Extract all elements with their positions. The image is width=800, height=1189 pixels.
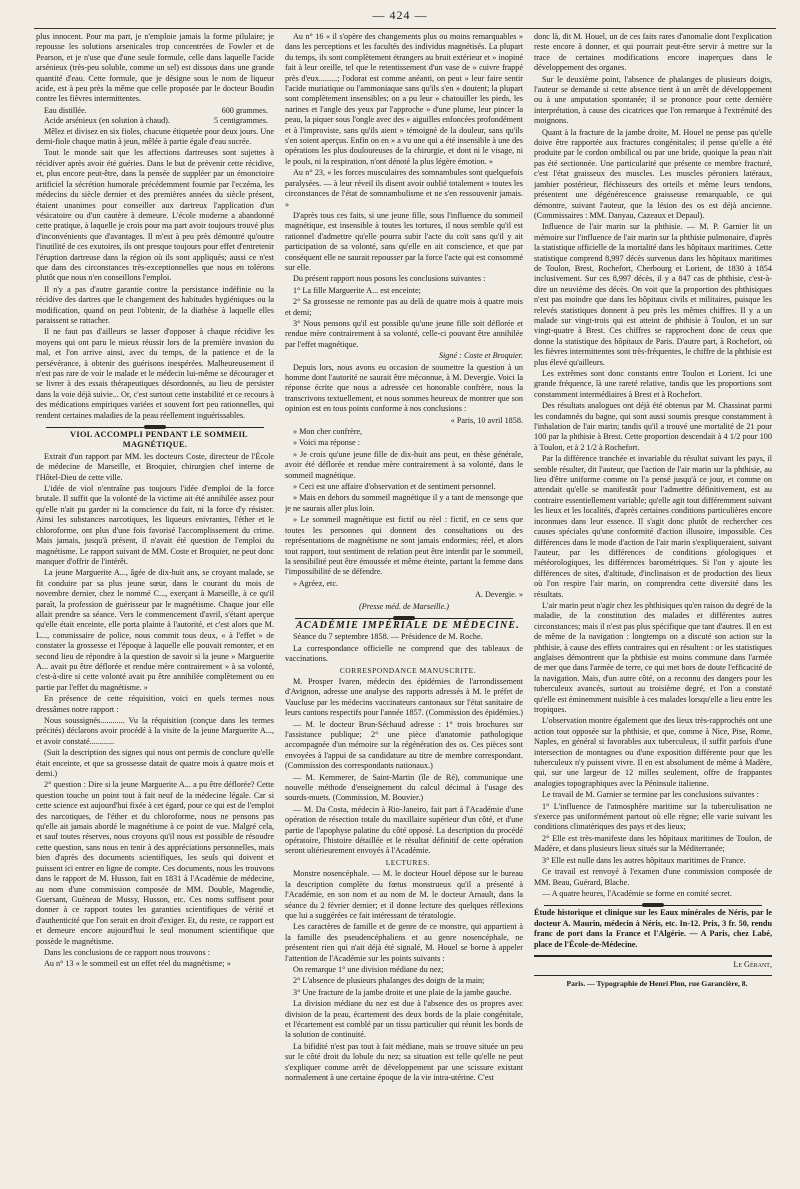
paragraph: Sur le deuxième point, l'absence de phalanges de plusieurs doigts, l'auteur se demande si cette absence tient à un arrêt de développement ou à une amputation spontanée; il se prononce pour cette dernière interprétation, à cause des cicatrices que l'on remarque à l'extrémité des moignons.	[534, 74, 772, 126]
paragraph: » Je crois qu'une jeune fille de dix-huit ans peut, en thèse générale, avoir été déflorée et rendue mère contrairement à sa volonté, dans le sommeil magnétique.	[285, 449, 523, 480]
paragraph: L'air marin peut n'agir chez les phthisiques qu'en raison du degré de la maladie, de la constitution des malades et différentes autres circonstances; mais il n'est pas plus spécifique que tant d'autres. Il en est de même de la navigation : longtemps on a discuté son action sur la phthisie, à cause des effets contraires qui en résultent : or les statistiques anglaises démontrent que la phthisie est moins commune dans l'armée de mer que dans l'armée de terre, ce qui met hors de doute l'efficacité de la navigation. Mais, d'un autre côté, on a reconnu des dangers pour les tuberculeux avancés, surtout au troisième degré, et l'on a constaté qu'elle est éminemment nuisible à ces malades lorsqu'elle a lieu entre les tropiques.	[534, 600, 772, 714]
column-1	[36, 32, 274, 1177]
paragraph: Depuis lors, nous avons eu occasion de soumettre la question à un homme dont l'autorité ne saurait être méconnue, à M. Devergie. Voici la réponse écrite que nous a adressée cet honorable confrère, nous la transcrivons textuellement, et nous sommes heureux de montrer que son opinion est en tous points conforme à nos conclusions :	[285, 362, 523, 414]
paragraph: — A quatre heures, l'Académie se forme en comité secret.	[542, 888, 732, 898]
gerant-label: Le Gérant,	[733, 959, 772, 969]
paragraph: Il ne faut pas d'ailleurs se lasser d'opposer à chaque récidive les moyens qui ont paru le mieux réussir lors de la première invasion du mal, et l'on arrive ainsi, avec du temps, de la patience et de la persévérance, à obtenir des guérisons inespérées. Malheureusement il n'est pas rare de voir le malade et le médecin lui-même se décourager et se livrer à des essais thérapeutiques désordonnés, au lieu de persister dans la voie déjà suivie... Or, c'est surtout cette instabilité et ce recours à des médications empiriques variées et souvent fort peu rationnelles, qui rendent certaines maladies de la peau réellement inguérissables.	[36, 327, 274, 420]
paragraph: Au n° 16 « il s'opère des changements plus ou moins remarquables » dans les perceptions et les facultés des individus magnétisés. La plupart du temps, ils sont complètement étrangers au bruit extérieur et » inopiné fait à leur oreille, tel que le retentissement d'un vase de » cuivre frappé près d'eux.........; l'odorat est comme anéanti, on peut » leur faire sentir l'acide muriatique ou l'ammoniaque sans qu'ils s'en » doutent; la plupart sont complètement insensibles; on a pu leur » chatouiller les pieds, les narines et l'angle des yeux par l'approche » d'une plume, leur pincer la peau, la piquer sous l'ongle avec des » aiguilles enfoncées profondément et à l'improviste, sans qu'ils aient » témoigné de la douleur, sans qu'ils s'en soient aperçus. Enfin on en » a vu une qui a été insensible à une des opérations les plus douloureuses de la chirurgie, et dont ni le visage, ni le pouls, ni la respiration, n'ont dénoté la plus légère émotion. »	[285, 32, 523, 166]
top-rule	[34, 28, 776, 29]
paragraph: Mêlez et divisez en six fioles, chacune étiquetée pour deux jours. Une demi-fiole chaque matin à jeun, mêlée à partie égale d'eau sucrée.	[36, 126, 274, 147]
formula-value: 600 grammes.	[221, 105, 268, 115]
letter-salutation: » Mon cher confrère,	[293, 427, 363, 437]
paragraph: La correspondance officielle ne comprend que des tableaux de vaccinations.	[285, 643, 523, 664]
footer-rule	[534, 955, 772, 957]
paragraph: Séance du 7 septembre 1858. — Présidence de M. Roche.	[293, 632, 483, 642]
subsection-title: LECTURES.	[385, 857, 431, 867]
bibliography-notice: Étude historique et clinique sur les Eaux minérales de Néris, par le docteur A. Maurin, médecin à Néris, etc. In-12. Prix, 3 fr. 50, rendu franc de port dans la France et l'Algérie. — A Paris, chez Labé, place de l'École-de-Médecine.	[534, 908, 772, 949]
paragraph: » Le sommeil magnétique est fictif ou réel : fictif, en ce sens que toutes les personnes qui donnent des consultations ou des représentations de magnétisme ne sont jamais endormies; réel, et alors tout rapport, tout sentiment de relation peut être interdit par le sommeil, la sensibilité peut être émoussée et même éteinte, partant la femme dans l'impossibilité de se défendre.	[285, 515, 523, 577]
printer-imprint: Paris. — Typographie de Henri Plon, rue Garancière, 8.	[566, 979, 748, 989]
formula-line	[36, 106, 274, 116]
paragraph: Dans les conclusions de ce rapport nous trouvons :	[44, 947, 210, 957]
paragraph: 1° La fille Marguerite A... est enceinte;	[293, 285, 421, 295]
paragraph: La division médiane du nez est due à l'absence des os propres avec division de la peau, écartement des deux bords de la plaie congénitale, et l'écartement est comblé par un tissu particulier qui réunit les bords de la solution de continuité.	[285, 999, 523, 1040]
signature: Signé : Coste et Broquier.	[438, 351, 523, 361]
paragraph: 1° L'influence de l'atmosphère maritime sur la tuberculisation ne s'exerce pas uniformément partout où elle règne; elle varie suivant les conditions climatériques des pays et des lieux;	[534, 801, 772, 832]
section-title: ACADÉMIE IMPÉRIALE DE MÉDECINE.	[296, 619, 520, 631]
section-divider	[46, 427, 264, 428]
letter-date: « Paris, 10 avril 1858.	[450, 415, 523, 425]
section-divider	[544, 905, 762, 906]
signature: A. Devergie. »	[474, 590, 523, 600]
formula-value: 5 centigrammes.	[213, 116, 268, 126]
paragraph: Influence de l'air marin sur la phthisie. — M. P. Garnier lit un mémoire sur l'influence de l'air marin sur la phthisie pulmonaire, d'après la statistique officielle de la mortalité dans les hôpitaux maritimes. Cette statistique comprend 8,997 décès survenus dans les hôpitaux maritimes de Toulon, Brest, Rochefort, Cherbourg et Lorient, de 1830 à 1854 inclusivement. Sur ces 8,997 décès, il y a 847 cas de phthisie, c'est-à-dire un neuvième des décès. On voit que la proportion des phthisiques n'est pas moindre que dans les hôpitaux civils et militaires, puisque les relevés statistiques donnent à peu près les mêmes chiffres. Il y a un malade sur vingt-trois qui est atteint de phthisie à Toulon, et un sur vingt-quatre à Brest. Ces chiffres se rapprochent donc de ceux que donne la statistique des hôpitaux de Paris. D'autre part, à Rochefort, où les fièvres intermittentes sont très-fréquentes, le chiffre de la phthisie est plus élevé qu'ailleurs.	[534, 222, 772, 367]
paragraph: M. Prosper Ivaren, médecin des épidémies de l'arrondissement d'Avignon, adresse une analyse des rapports adressés à M. le préfet de Vaucluse par les médecins vaccinateurs cantonaux sur l'état sanitaire de leurs cantons respectifs pour l'année 1857. (Commission des épidémies.)	[285, 676, 523, 718]
footer-rule	[534, 975, 772, 976]
paragraph: 3° Elle est nulle dans les autres hôpitaux maritimes de France.	[542, 855, 746, 865]
paragraph: Par la différence tranchée et invariable du résultat suivant les pays, il semble résulter, dit l'auteur, que l'action de l'air marin sur la phthisie, au lieu d'être uniforme comme on l'a pensé jusqu'à ce jour, et comme on attendait qu'elle se manifestât pour l'admettre définitivement, est au contraire essentiellement variable; qu'elle agit tout différemment suivant les lieux et les localités, d'après certaines conditions particulières encore inconnues dans leur essence. Il s'agit donc plutôt de rechercher ces causes spéciales qu'une conformité d'action illusoire, impossible. Ces différences dans le mode d'action de l'air marin s'expliqueraient, suivant l'auteur, par les différences de conditions géologiques et météorologiques, les différences barométriques. Si l'on y ajoute les différences de sites, d'altitude, d'inclinaison et de production des lieux où l'on respire l'air marin, on comprendra cette diversité dans les résultats.	[534, 454, 772, 599]
letter-closing: » Agréez, etc.	[293, 578, 339, 588]
paragraph: Il n'y a pas d'autre garantie contre la persistance indéfinie ou la récidive des dartres que le changement des habitudes hygiéniques ou la modification, quand on peut l'obtenir, de la diathèse à laquelle elles paraissent se rattacher.	[36, 284, 274, 325]
page-number: — 424 —	[372, 8, 428, 22]
source-citation: (Presse méd. de Marseille.)	[359, 601, 449, 611]
paragraph: » Ceci est une affaire d'observation et de sentiment personnel.	[293, 482, 496, 492]
formula-line	[36, 116, 274, 126]
paragraph: — M. le docteur Brun-Séchaud adresse : 1° trois brochures sur l'assistance publique; 2° une pièce d'anatomie pathologique accompagnée d'un mémoire sur la régénération des os. Ces pièces sont envoyées à l'appui de sa candidature au titre de membre correspondant. (Commission des correspondants nationaux.)	[285, 719, 523, 771]
paragraph: Extrait d'un rapport par MM. les docteurs Coste, directeur de l'École de médecine de Marseille, et Broquier, chirurgien chef interne de l'Hôtel-Dieu de cette ville.	[36, 451, 274, 482]
paragraph: Monstre nosencéphale. — M. le docteur Houel dépose sur le bureau la description complète du fœtus monstrueux qu'il a présenté à l'Académie, en son nom et au nom de M. le docteur Arnault, dans la séance du 2 février dernier; et il donne lecture des quelques réflexions que lui a suggérées ce fait intéressant de tératologie.	[285, 869, 523, 920]
column-2	[285, 32, 523, 1177]
paragraph: Du présent rapport nous posons les conclusions suivantes :	[293, 274, 486, 284]
paragraph: La bifidité n'est pas tout à fait médiane, mais se trouve située un peu sur le côté droit du lobule du nez; sa situation est telle qu'elle ne peut s'expliquer comme arrêt de développement par une scissure existant normalement à une certaine époque de la vie intra-utérine. C'est	[285, 1041, 523, 1082]
paragraph: plus innocent. Pour ma part, je n'emploie jamais la forme pilulaire; je repousse les solutions arsenicales trop concentrées de Fowler et de Pearson, et je n'use que d'une seule formule, celle dans laquelle l'acide arsénieux (très-peu soluble, comme un sel) est dissous dans une grande quantité d'eau. Cette formule, que je désigne sous le nom de liqueur acide, est à peu près la même que celle proposée par le docteur Boudin contre les fièvres intermittentes.	[36, 32, 274, 104]
paragraph: Tout le monde sait que les affections dartreuses sont sujettes à récidiver après avoir été guéries. Dans le but de prévenir cette récidive, et, plus encore peut-être, dans la pensée de suppléer par un émonctoire artificiel la sécrétion humorale précédemment fournie par l'eczéma, les médecins du siècle dernier et des premières années du siècle présent, étaient unanimes pour conseiller aux dartreux l'application d'un vésicatoire ou d'un cautère à demeure. L'école moderne a abandonné cette pratique, à laquelle je crois pour ma part avoir toujours trouvé plus d'inconvénients que d'avantages. Il m'est à peu près démontré qu'outre l'inutilité de ces exutoires, ils ont presque toujours pour effet d'entretenir l'éruption dartreuse dans la région où ils sont appliqués; aussi ce n'est que dans des circonstances très-exceptionnelles que nous en tolérons plutôt que nous n'en conseillons l'emploi.	[36, 148, 274, 283]
section-title: VIOL ACCOMPLI PENDANT LE SOMMEIL MAGNÉTIQUE.	[70, 430, 248, 450]
paragraph: — M. Kemmerer, de Saint-Martin (île de Ré), communique une nouvelle méthode d'enseignement du calcul décimal à l'usage des sourds-muets. (Commission, M. Bouvier.)	[285, 772, 523, 803]
column-3	[534, 32, 772, 1177]
paragraph: 2° L'absence de plusieurs phalanges des doigts de la main;	[293, 976, 485, 986]
paragraph: Nous soussignés............ Vu la réquisition (conçue dans les termes précités) déclarons avoir procédé à la visite de la jeune Marguerite A..., et avoir constaté............	[36, 716, 274, 746]
paragraph: 2° Sa grossesse ne remonte pas au delà de quatre mois à quatre mois et demi;	[285, 297, 523, 317]
paragraph: Les extrêmes sont donc constants entre Toulon et Lorient. Ici une grande fréquence, là une rareté relative, tandis que les proportions sont constamment intermédiaires à Brest et à Rochefort.	[534, 369, 772, 399]
paragraph: Le travail de M. Garnier se termine par les conclusions suivantes :	[542, 790, 759, 800]
paragraph: (Suit la description des signes qui nous ont permis de conclure qu'elle était enceinte, et que sa grossesse datait de quatre mois à quatre mois et demi.)	[36, 748, 274, 779]
section-divider	[295, 618, 513, 619]
paragraph: 2° question : Dire si la jeune Marguerite A... a pu être déflorée? Cette question touche un point tout à fait neuf de la médecine légale. Car si cette science est aujourd'hui fixée à cet égard, pour ce qui est de l'emploi des narcotiques, de l'éther et du chloroforme, nous ne pensons pas qu'elle ait jamais abordé le magnétisme à ce point de vue. Malgré cela, et sauf toutes réserves, nous croyons qu'il nous est possible de résoudre cette question, sans nous en tenir à des appréciations personnelles, mais bien d'après des documents scientifiques, les seuls qui doivent et puissent ici entrer en ligne de compte. Ces documents, nous les trouvons dans le rapport de M. Husson, fait en 1831 à l'Académie de médecine, au nom d'une commission composée de MM. Double, Magendie, Guersant, Guéneau de Mussy, Husson, etc. Ces noms suffisent pour donner à ce rapport toutes les garanties scientifiques de vérité et d'authenticité que l'on serait en droit d'exiger. Et, du reste, ce rapport est et demeure encore aujourd'hui le seul monument scientifique que possède le magnétisme.	[36, 780, 274, 946]
paragraph: D'après tous ces faits, si une jeune fille, sous l'influence du sommeil magnétique, est insensible à toutes les tortures, il nous semble qu'il est rationnel d'admettre qu'elle pourra subir l'acte du coït sans qu'il y ait participation de sa volonté, sans qu'elle en ait conscience, et que par conséquent elle ne saurait repousser par la force l'acte qui est consommé sur elle.	[285, 210, 523, 272]
paragraph: L'idée de viol n'entraîne pas toujours l'idée d'emploi de la force brutale. Il suffit que la volonté de la victime ait été annihilée assez pour qu'elle n'ait pu garder ni la conscience du fait, ni la force d'y résister. Ainsi les substances narcotiques, les liqueurs enivrantes, l'éther et le chloroforme, ont plus d'une fois favorisé l'accomplissement du crime. Mais jamais, jusqu'à présent, il n'avait été question de l'emploi du magnétisme. Le rapport suivant de MM. Coste et Broquier, ne peut donc manquer d'offrir de l'intérêt.	[36, 484, 274, 566]
paragraph: Au n° 23, « les forces musculaires des somnambules sont quelquefois paralysées. — à leur réveil ils disent avoir oublié totalement » toutes les circonstances de l'état de somnambulisme et ne s'en ressouvenir jamais. »	[285, 168, 523, 209]
paragraph: » Mais en dehors du sommeil magnétique il y a tant de mensonge que je ne saurais aller plus loin.	[285, 493, 523, 513]
paragraph: 3° Une fracture de la jambe droite et une plaie de la jambe gauche.	[293, 987, 512, 997]
paragraph: Des résultats analogues ont déjà été obtenus par M. Chassinat parmi les condamnés du bagne, qui sont aussi soumis presque constamment à l'inhalation de l'air marin; tandis qu'il a trouvé une mortalité de 21 pour 100 par la phthisie à Brest. Cette proportion descendait à 4 1/2 pour 100 à Toulon, et à 2 1/2 à Rochefort.	[534, 401, 772, 452]
paragraph: On remarque 1° une division médiane du nez;	[293, 964, 444, 974]
formula-label: Acide arsénieux (en solution à chaud).	[44, 116, 170, 126]
paragraph: Quant à la fracture de la jambe droite, M. Houel ne pense pas qu'elle doive être rapportée aux fractures congénitales; il pense qu'elle a été produite par le cordon ombilical ou par une bride, quoique la peau n'ait pas été sectionnée. Une particularité que présente ce membre fracturé, c'est l'état graisseux des muscles. Les muscles péroniers latéraux, jambier postérieur, fléchisseurs des orteils et même leurs tendons, présentent une dégénérescence graisseuse remarquable, ce qui démontre, suivant l'auteur, que la lésion des os est déjà ancienne. (Commissaires : MM. Danyau, Cazeaux et Depaul).	[534, 127, 772, 220]
subsection-title: CORRESPONDANCE MANUSCRITE.	[339, 665, 477, 675]
paragraph: En présence de cette réquisition, voici en quels termes nous dressâmes notre rapport :	[36, 694, 274, 714]
paragraph: » Voici ma réponse :	[293, 438, 361, 448]
paragraph: — M. Da Costa, médecin à Rio-Janeiro, fait part à l'Académie d'une opération de résection totale du maxillaire supérieur d'un côté, et d'une partie de l'apophyse palatine du côté opposé. La description du procédé opératoire, l'histoire détaillée et le résultat définitif de cette opération seront ultérieurement envoyés à l'Académie.	[285, 804, 523, 856]
paragraph: L'observation montre également que des lieux très-rapprochés ont une action tout opposée sur la phthisie, et que, comme à Nice, Pise, Rome, Naples, en général si favorables aux tuberculeux, il suffit parfois d'une intersection de montagnes ou d'une exposition différente pour que les tuberculeux n'y puissent vivre. Il en est absolument de même à Madère, qui, sur une largeur de 12 milles seulement, offre de frappantes analogies topographiques avec la Péninsule italienne.	[534, 716, 772, 788]
paragraph: Ce travail est renvoyé à l'examen d'une commission composée de MM. Beau, Guérard, Blache.	[534, 867, 772, 887]
paragraph: Les caractères de famille et de genre de ce monstre, qui appartient à la famille des pseudencéphaliens et au genre nosencéphale, ne présentent rien qui n'ait déjà été signalé, M. Houel se borne à appeler l'attention de l'Académie sur les points suivants :	[285, 922, 523, 963]
formula-label: Eau distillée.	[44, 105, 87, 115]
paragraph: Au n° 13 « le sommeil est un effet réel du magnétisme; »	[44, 959, 231, 969]
paragraph: 3° Nous pensons qu'il est possible qu'une jeune fille soit déflorée et rendue mère contrairement à sa volonté, celle-ci pouvant être annihilée par l'effet magnétique.	[285, 318, 523, 349]
paragraph: 2° Elle est très-manifeste dans les hôpitaux maritimes de Toulon, de Madère, et dans plusieurs lieux situés sur la Méditerranée;	[534, 833, 772, 854]
paragraph: La jeune Marguerite A..., âgée de dix-huit ans, se croyant malade, se fit conduire par sa plus jeune sœur, dans le courant du mois de novembre dernier, chez le nommé C..., exerçant à Marseille, à ce qu'il paraît, la profession de guérisseur par le magnétisme. Chaque jour elle allait prendre sa séance. Vers le commencement d'avril, s'étant aperçue qu'elle était enceinte, elle porta plainte à l'autorité, et c'est alors que M. L..., commissaire de police, nous commit tous deux, « à l'effet » de constater la grossesse et l'époque à laquelle elle pouvait remonter, et en second lieu de répondre à la question de savoir si la jeune » Marguerite A... avait pu être déflorée et rendue mère contrairement » à sa volonté, c'est-à-dire si cette volonté avait pu être annihilée complètement ou en partie par l'effet du magnétisme. »	[36, 568, 274, 692]
paragraph: donc là, dit M. Houel, un de ces faits rares d'anomalie dont l'explication reste encore à donner, et qui pourrait peut-être servir à mettre sur la trace de certaines modifications encore inaperçues dans le développement des organes.	[534, 32, 772, 73]
